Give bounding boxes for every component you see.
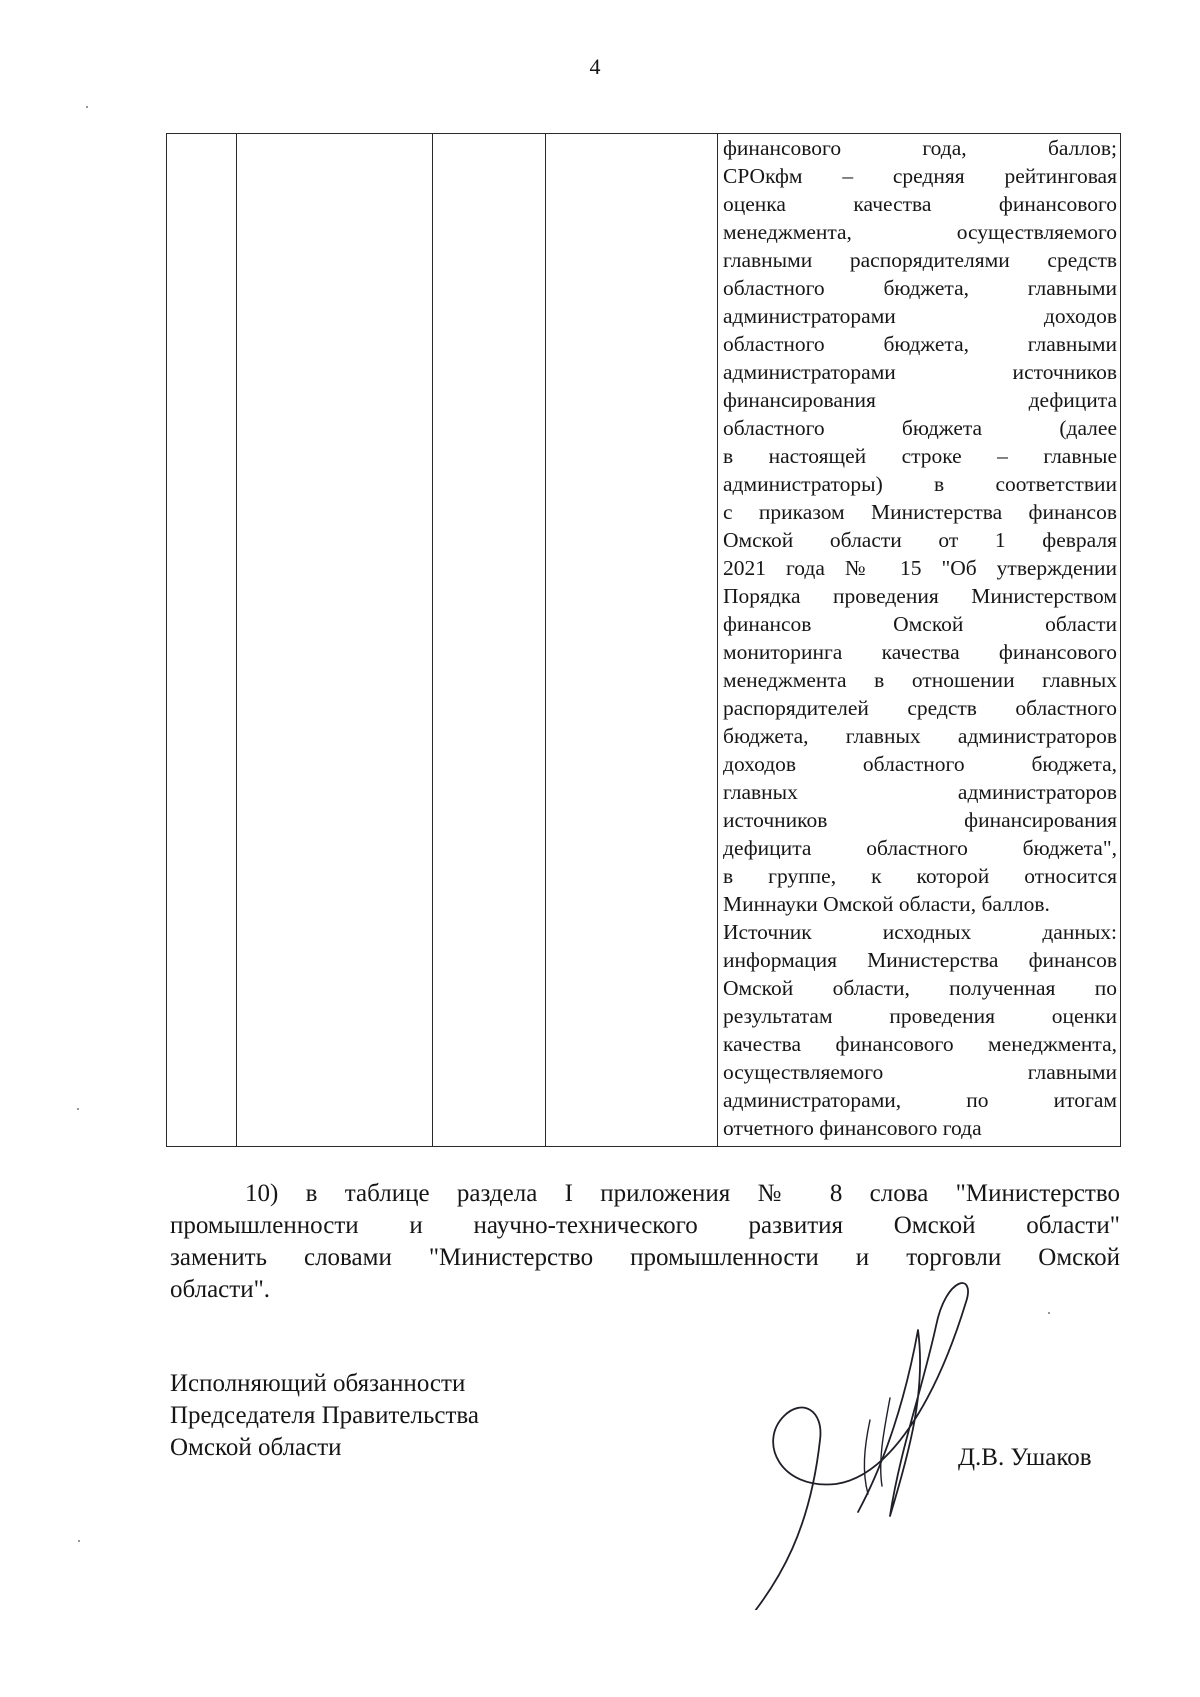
scan-speck bbox=[78, 1540, 80, 1542]
table-cell-line: дефицита областного бюджета", bbox=[723, 836, 1117, 860]
table-cell-line: Источник исходных данных: bbox=[723, 920, 1117, 944]
signer-title-line: Исполняющий обязанности bbox=[170, 1370, 466, 1397]
table-cell-line: результатам проведения оценки bbox=[723, 1004, 1117, 1028]
paragraph-line: заменить словами "Министерство промышленности и торговли Омской bbox=[170, 1244, 1120, 1271]
table-cell-line: Миннауки Омской области, баллов. bbox=[723, 892, 1050, 916]
table-cell-line: информация Министерства финансов bbox=[723, 948, 1117, 972]
table-cell-line: с приказом Министерства финансов bbox=[723, 500, 1117, 524]
table-cell-line: Омской области, полученная по bbox=[723, 976, 1117, 1000]
table-cell-line: распорядителей средств областного bbox=[723, 696, 1117, 720]
scan-speck bbox=[86, 106, 88, 108]
table-column-4 bbox=[546, 134, 718, 1146]
signer-name: Д.В. Ушаков bbox=[958, 1444, 1092, 1471]
table-cell-line: менеджмента, осуществляемого bbox=[723, 220, 1117, 244]
table-cell-line: доходов областного бюджета, bbox=[723, 752, 1117, 776]
table-cell-line: отчетного финансового года bbox=[723, 1116, 982, 1140]
table-cell-line: администраторами источников bbox=[723, 360, 1117, 384]
table-cell-line: источников финансирования bbox=[723, 808, 1117, 832]
table-cell-line: оценка качества финансового bbox=[723, 192, 1117, 216]
table-cell-line: СРОкфм – средняя рейтинговая bbox=[723, 164, 1117, 188]
signer-title bbox=[170, 1368, 479, 1464]
table-cell-line: Порядка проведения Министерством bbox=[723, 584, 1117, 608]
paragraph-line: промышленности и научно-технического развития Омской области" bbox=[170, 1212, 1120, 1239]
scan-speck bbox=[1048, 1312, 1050, 1314]
table-cell-line: в настоящей строке – главные bbox=[723, 444, 1117, 468]
signer-title-line: Председателя Правительства bbox=[170, 1402, 479, 1429]
continuation-table bbox=[166, 133, 1121, 1147]
table-cell-line: в группе, к которой относится bbox=[723, 864, 1117, 888]
table-cell-line: осуществляемого главными bbox=[723, 1060, 1117, 1084]
table-cell-line: областного бюджета, главными bbox=[723, 276, 1117, 300]
table-cell-line: финансового года, баллов; bbox=[723, 136, 1117, 160]
signer-title-line: Омской области bbox=[170, 1434, 342, 1461]
table-column-1 bbox=[167, 134, 237, 1146]
paragraph-line: 10) в таблице раздела I приложения № 8 слова "Министерство bbox=[245, 1180, 1120, 1207]
table-column-3 bbox=[433, 134, 546, 1146]
scan-speck bbox=[77, 1108, 79, 1110]
table-cell-line: финансов Омской области bbox=[723, 612, 1117, 636]
table-cell-line: главных администраторов bbox=[723, 780, 1117, 804]
table-cell-line: финансирования дефицита bbox=[723, 388, 1117, 412]
table-column-2 bbox=[237, 134, 433, 1146]
table-cell-line: администраторами, по итогам bbox=[723, 1088, 1117, 1112]
page-number: 4 bbox=[589, 54, 601, 79]
table-cell-line: бюджета, главных администраторов bbox=[723, 724, 1117, 748]
table-cell-line: мониторинга качества финансового bbox=[723, 640, 1117, 664]
table-cell-line: Омской области от 1 февраля bbox=[723, 528, 1117, 552]
table-cell-line: главными распорядителями средств bbox=[723, 248, 1117, 272]
table-cell-line: областного бюджета, главными bbox=[723, 332, 1117, 356]
table-column-description bbox=[718, 134, 1120, 1146]
table-cell-line: менеджмента в отношении главных bbox=[723, 668, 1117, 692]
table-cell-line: 2021 года № 15 "Об утверждении bbox=[723, 556, 1117, 580]
table-cell-line: качества финансового менеджмента, bbox=[723, 1032, 1117, 1056]
paragraph-line: области". bbox=[170, 1276, 271, 1303]
table-cell-line: областного бюджета (далее bbox=[723, 416, 1117, 440]
table-cell-line: администраторы) в соответствии bbox=[723, 472, 1117, 496]
table-cell-line: администраторами доходов bbox=[723, 304, 1117, 328]
